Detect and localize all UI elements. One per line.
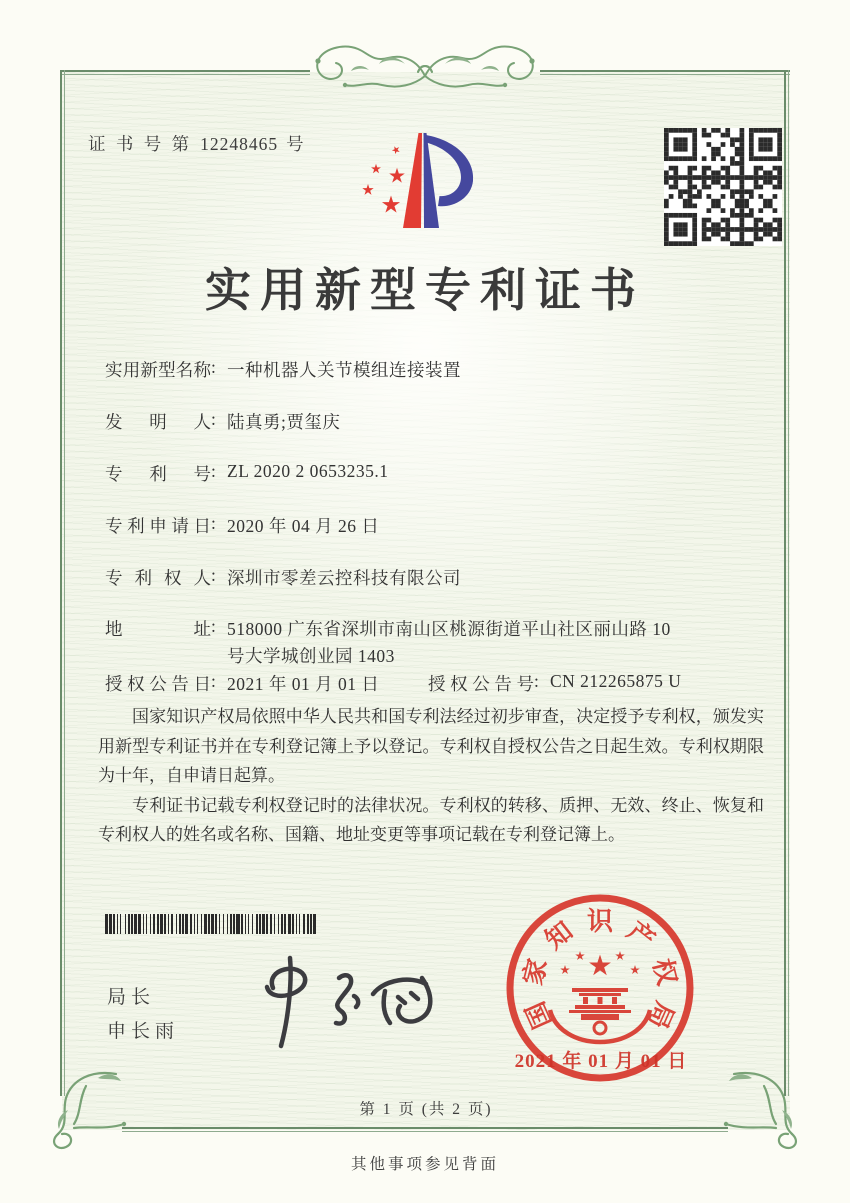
seal-char: 识 bbox=[586, 907, 614, 936]
field-label: 专利权人 bbox=[105, 568, 211, 588]
qr-code bbox=[664, 128, 782, 246]
certificate-number-suffix: 号 bbox=[286, 134, 307, 154]
field-label: 专利号 bbox=[105, 464, 211, 484]
cnipa-logo-icon bbox=[362, 128, 482, 234]
field-row-grant-date bbox=[105, 671, 379, 696]
back-note: 其他事项参见背面 bbox=[350, 1156, 499, 1173]
field-row-grant-number bbox=[428, 671, 681, 696]
field-row-inventor bbox=[105, 409, 340, 434]
certificate-number bbox=[88, 131, 307, 156]
commissioner-title: 局长 bbox=[107, 987, 156, 1008]
field-value: 一种机器人关节模组连接装置 bbox=[227, 360, 461, 380]
seal-date: 2021 年 01 月 01 日 bbox=[514, 1051, 688, 1072]
certificate-title: 实用新型专利证书 bbox=[205, 265, 645, 316]
border-top-line-left bbox=[60, 70, 310, 76]
field-value: 深圳市零差云控科技有限公司 bbox=[227, 568, 461, 588]
legal-paragraphs bbox=[98, 702, 764, 850]
border-right-line bbox=[784, 70, 790, 1096]
field-label: 实用新型名称 bbox=[105, 360, 211, 380]
commissioner-signature bbox=[235, 952, 465, 1052]
border-left-line bbox=[60, 70, 66, 1096]
field-colon: : bbox=[211, 513, 216, 533]
legal-paragraph-2: 专利证书记载专利权登记时的法律状况。专利权的转移、质押、无效、终止、恢复和专利权人的姓名或名称、国籍、地址变更等事项记载在专利登记簿上。 bbox=[98, 795, 764, 844]
field-colon: : bbox=[211, 671, 216, 691]
field-colon: : bbox=[211, 616, 216, 636]
field-row-patent-number bbox=[105, 461, 388, 486]
field-colon: : bbox=[211, 357, 216, 377]
certificate-number-prefix: 证 书 号 第 bbox=[88, 134, 193, 154]
field-label: 授权公告号 bbox=[428, 674, 534, 694]
seal-national-emblem bbox=[550, 951, 650, 1042]
field-value: ZL 2020 2 0653235.1 bbox=[227, 461, 389, 481]
field-colon: : bbox=[211, 461, 216, 481]
field-colon: : bbox=[211, 565, 216, 585]
field-colon: : bbox=[534, 671, 539, 691]
field-label: 授权公告日 bbox=[105, 674, 211, 694]
seal-char: 家 bbox=[518, 955, 553, 989]
border-top-line-right bbox=[540, 70, 790, 76]
field-row-address bbox=[105, 616, 679, 670]
page-number: 第 1 页 (共 2 页) bbox=[359, 1101, 493, 1118]
border-bottom-line bbox=[122, 1127, 728, 1133]
field-value: 518000 广东省深圳市南山区桃源街道平山社区丽山路 10 号大学城创业园 1403 bbox=[227, 619, 671, 666]
top-ornament-icon bbox=[295, 42, 555, 102]
seal-char: 知 bbox=[539, 916, 579, 956]
field-value: 2020 年 04 月 26 日 bbox=[227, 516, 380, 536]
seal-char: 权 bbox=[647, 955, 682, 989]
field-row-patentee bbox=[105, 565, 461, 590]
field-row-utility-model-name bbox=[105, 357, 461, 382]
barcode-icon bbox=[105, 914, 321, 934]
seal-char: 国 bbox=[520, 997, 558, 1033]
field-label: 发明人 bbox=[105, 412, 211, 432]
legal-paragraph-1: 国家知识产权局依照中华人民共和国专利法经过初步审查，决定授予专利权，颁发实用新型专利证书并在专利登记簿上予以登记。专利权自授权公告之日起生效。专利权期限为十年，自申请日起算。 bbox=[98, 707, 764, 785]
field-row-filing-date bbox=[105, 513, 379, 538]
field-label: 地址 bbox=[105, 619, 211, 639]
field-value: CN 212265875 U bbox=[550, 671, 682, 691]
field-colon: : bbox=[211, 409, 216, 429]
field-label: 专利申请日 bbox=[105, 516, 211, 536]
certificate-number-value: 12248465 bbox=[200, 134, 279, 154]
seal-char: 局 bbox=[642, 997, 680, 1033]
seal-char: 产 bbox=[621, 916, 661, 956]
commissioner-name: 申长雨 bbox=[107, 1021, 180, 1042]
field-value: 2021 年 01 月 01 日 bbox=[227, 674, 380, 694]
field-value: 陆真勇;贾玺庆 bbox=[227, 412, 341, 432]
